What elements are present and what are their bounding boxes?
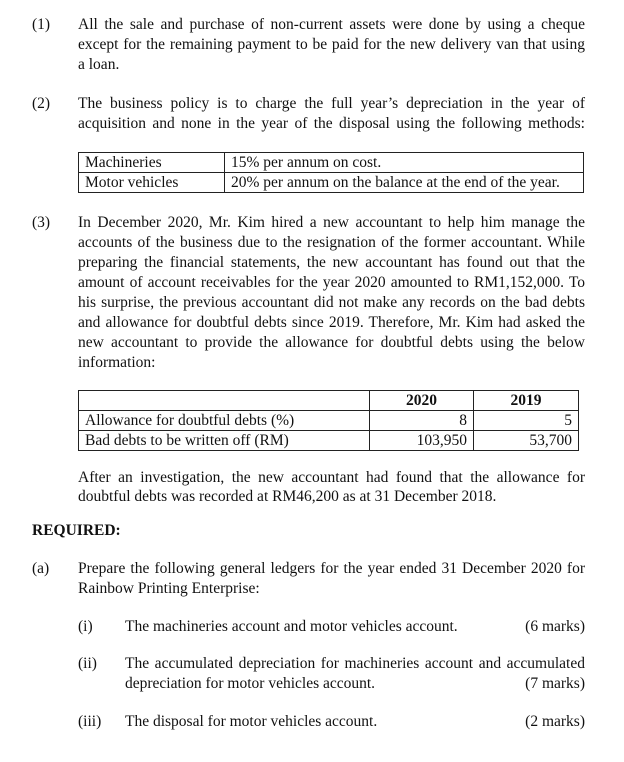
note-line: acquisition and none in the year of the disposal using the following methods: xyxy=(78,115,585,132)
after-para-line: After an investigation, the new accountant had found that the allowance for xyxy=(78,469,585,486)
table-cell: 103,950 xyxy=(370,431,474,451)
note-line: In December 2020, Mr. Kim hired a new accountant to help him manage the xyxy=(78,214,585,231)
table-row xyxy=(79,431,579,451)
note-number: (1) xyxy=(32,16,51,33)
note-line: new accountant to provide the allowance for doubtful debts using the below xyxy=(78,334,585,351)
table-cell: 5 xyxy=(474,411,579,431)
table-header-row xyxy=(79,391,579,411)
marks: (7 marks) xyxy=(525,675,585,692)
table-row xyxy=(79,411,579,431)
subpart-text: The disposal for motor vehicles account. xyxy=(125,713,378,730)
note-line: The business policy is to charge the full year’s depreciation in the year of xyxy=(78,95,585,112)
question-line: Prepare the following general ledgers for the year ended 31 December 2020 for xyxy=(78,560,585,577)
subpart-text: The accumulated depreciation for machineries account and accumulated xyxy=(125,655,585,672)
subpart-number: (i) xyxy=(78,618,93,635)
table-header: 2020 xyxy=(370,391,474,411)
table-row xyxy=(79,173,584,193)
table-row xyxy=(79,153,584,173)
note-line: amount of account receivables for the year 2020 amounted to RM1,152,000. To xyxy=(78,274,585,291)
note-line: and allowance for doubtful debts since 2019. Therefore, Mr. Kim had asked the xyxy=(78,314,585,331)
note-line: preparing the financial statements, the new accountant has found out that the xyxy=(78,254,585,271)
table-cell: Allowance for doubtful debts (%) xyxy=(79,411,370,431)
table-header: 2019 xyxy=(474,391,579,411)
after-para-line: doubtful debts was recorded at RM46,200 as at 31 December 2018. xyxy=(78,488,497,505)
marks: (2 marks) xyxy=(525,713,585,730)
question-line: Rainbow Printing Enterprise: xyxy=(78,580,260,597)
subpart-number: (iii) xyxy=(78,713,102,730)
table-cell: 15% per annum on cost. xyxy=(225,153,584,173)
marks: (6 marks) xyxy=(525,618,585,635)
note-line: a loan. xyxy=(78,56,120,73)
table-header xyxy=(79,391,370,411)
note-line: All the sale and purchase of non-current assets were done by using a cheque xyxy=(78,16,585,33)
depreciation-table xyxy=(78,152,584,193)
debts-table xyxy=(78,390,579,451)
table-cell: 8 xyxy=(370,411,474,431)
table-cell: 53,700 xyxy=(474,431,579,451)
table-cell: Machineries xyxy=(79,153,225,173)
note-line: information: xyxy=(78,354,156,371)
subpart-text: depreciation for motor vehicles account. xyxy=(125,675,376,692)
question-number: (a) xyxy=(32,560,50,577)
note-line: his surprise, the previous accountant did not make any records on the bad debts xyxy=(78,294,585,311)
note-number: (2) xyxy=(32,95,51,112)
note-number: (3) xyxy=(32,214,51,231)
table-cell: Bad debts to be written off (RM) xyxy=(79,431,370,451)
subpart-number: (ii) xyxy=(78,655,97,672)
required-heading: REQUIRED: xyxy=(32,522,121,539)
table-cell: Motor vehicles xyxy=(79,173,225,193)
note-line: accounts of the business due to the resignation of the former accountant. While xyxy=(78,234,585,251)
note-line: except for the remaining payment to be paid for the new delivery van that using xyxy=(78,36,585,53)
table-cell: 20% per annum on the balance at the end of the year. xyxy=(225,173,584,193)
subpart-text: The machineries account and motor vehicles account. xyxy=(125,618,458,635)
